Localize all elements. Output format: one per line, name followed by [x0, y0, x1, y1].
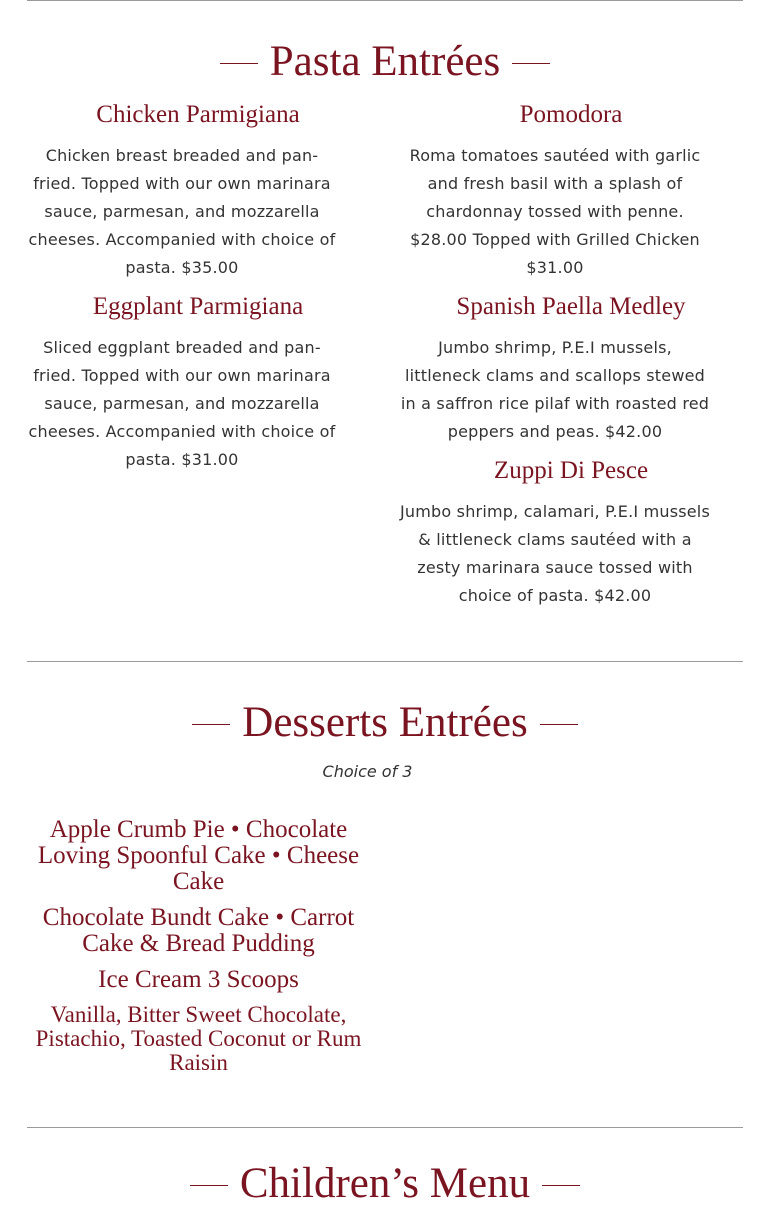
- dessert-line: Ice Cream 3 Scoops: [98, 966, 299, 993]
- dessert-line: Chocolate Bundt Cake • Carrot Cake & Bread Pudding: [42, 904, 355, 957]
- pasta-section-title: [0, 40, 770, 83]
- menu-item-description: Chicken breast breaded and pan-fried. Topped with our own marinara sauce, parmesan, and mozzarella cheeses. Accompanied with choice of pasta. $35.00: [28, 146, 336, 277]
- menu-item-description: Roma tomatoes sautéed with garlic and fresh basil with a splash of chardonnay tossed with penne. $28.00 Topped with Grilled Chicken $31.00: [409, 146, 701, 277]
- menu-item-name: Eggplant Parmigiana: [92, 293, 304, 320]
- menu-item-name: Pomodora: [519, 101, 623, 128]
- title-dash-right: [540, 724, 578, 725]
- menu-item-name: Chicken Parmigiana: [96, 101, 300, 128]
- menu-item-description: Jumbo shrimp, P.E.I mussels, littleneck clams and scallops stewed in a saffron rice pilaf with roasted red peppers and peas. $42.00: [400, 338, 710, 441]
- pasta-title-text: Pasta Entrées: [269, 38, 501, 85]
- title-dash-right: [512, 63, 550, 64]
- dessert-line: Apple Crumb Pie • Chocolate Loving Spoonful Cake • Cheese Cake: [37, 816, 360, 895]
- dessert-line: Vanilla, Bitter Sweet Chocolate, Pistachio, Toasted Coconut or Rum Raisin: [35, 1002, 362, 1075]
- title-dash-left: [190, 1185, 228, 1186]
- desserts-subtitle: Choice of 3: [322, 762, 413, 781]
- section-divider: [27, 1127, 743, 1128]
- desserts-section-title: [0, 701, 770, 744]
- menu-item-description: Jumbo shrimp, calamari, P.E.I mussels & littleneck clams sautéed with a zesty marinara sauce tossed with choice of pasta. $42.00: [400, 502, 710, 605]
- title-dash-left: [220, 63, 258, 64]
- menu-item-name: Zuppi Di Pesce: [493, 457, 649, 484]
- children-section-title: [0, 1162, 770, 1205]
- desserts-title-text: Desserts Entrées: [242, 699, 528, 746]
- menu-item-name: Spanish Paella Medley: [456, 293, 686, 320]
- children-title-text: Children’s Menu: [239, 1160, 531, 1207]
- menu-item-description: Sliced eggplant breaded and pan-fried. Topped with our own marinara sauce, parmesan, and mozzarella cheeses. Accompanied with choice of pasta. $31.00: [28, 338, 336, 469]
- title-dash-left: [192, 724, 230, 725]
- section-divider: [27, 661, 743, 662]
- top-divider: [27, 0, 743, 1]
- title-dash-right: [542, 1185, 580, 1186]
